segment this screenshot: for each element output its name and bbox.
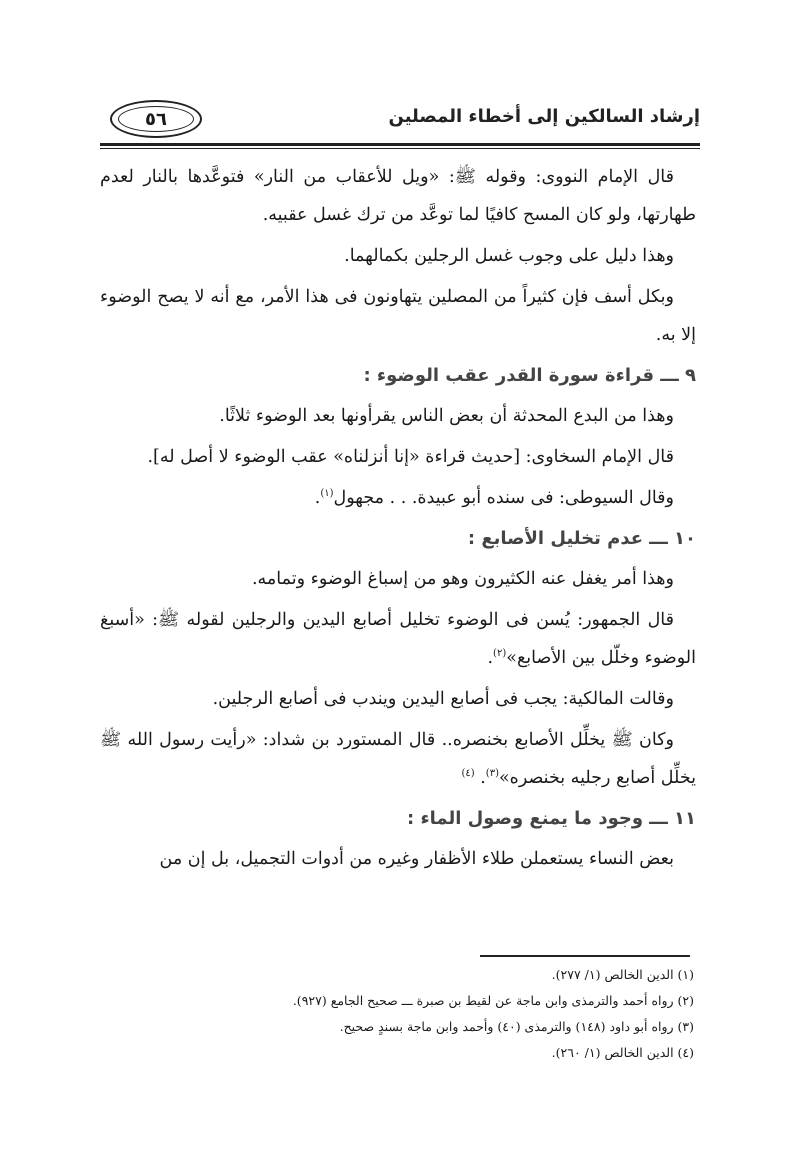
footnote: (٣) رواه أبو داود (١٤٨) والترمذى (٤٠) وأحمد وابن ماجة بسندٍ صحيح. [339, 1019, 694, 1034]
paragraph [100, 438, 696, 476]
paragraph-text: بعض النساء يستعملن طلاء الأظفار وغيره من أدوات التجميل، بل إن من [159, 849, 674, 869]
paragraph [100, 278, 696, 354]
footnote: (٢) رواه أحمد والترمذى وابن ماجة عن لقيط بن صبرة ـــ صحيح الجامع (٩٢٧). [292, 993, 694, 1008]
paragraph [100, 237, 696, 275]
footnote-marker[interactable]: (٣) [485, 768, 499, 780]
paragraph-text: قال الجمهور: يُسن فى الوضوء تخليل أصابع اليدين والرجلين لقوله ﷺ: «أسبغ الوضوء وخلّل بين الأصابع» [100, 610, 696, 668]
paragraph [100, 601, 696, 677]
paragraph [100, 158, 696, 234]
book-title: إرشاد السالكين إلى أخطاء المصلين [388, 106, 700, 127]
paragraph [100, 479, 696, 517]
page-number-badge [110, 100, 202, 138]
footnote: (٤) الدين الخالص (١/ ٢٦٠). [551, 1045, 694, 1060]
header-rule [100, 143, 700, 146]
footnote-marker[interactable]: (٤) [461, 768, 475, 780]
paragraph-text: وبكل أسف فإن كثيراً من المصلين يتهاونون فى هذا الأمر، مع أنه لا يصح الوضوء إلا به. [100, 287, 696, 345]
footnotes [100, 962, 696, 1066]
page-number: ٥٦ [145, 108, 167, 130]
paragraph-text: قال الإمام النووى: وقوله ﷺ: «ويل للأعقاب من النار» فتوعَّدها بالنار لعدم طهارتها، ولو كان المسح كافيًا لما توعَّد من ترك غسل عقبيه. [100, 167, 696, 225]
footnote-separator [480, 955, 690, 957]
paragraph-text: وهذا أمر يغفل عنه الكثيرون وهو من إسباغ الوضوء وتمامه. [251, 569, 674, 589]
paragraph [100, 397, 696, 435]
footnote: (١) الدين الخالص (١/ ٢٧٧). [551, 967, 694, 982]
page-header [100, 100, 700, 142]
paragraph-text: وقالت المالكية: يجب فى أصابع اليدين ويندب فى أصابع الرجلين. [212, 689, 674, 709]
section-heading: ١٠ ـــ عدم تخليل الأصابع : [467, 528, 696, 549]
paragraph [100, 721, 696, 797]
paragraph-text: وهذا دليل على وجوب غسل الرجلين بكمالهما. [344, 246, 674, 266]
paragraph-text: وكان ﷺ يخلِّل الأصابع بخنصره.. قال المستورد بن شداد: «رأيت رسول الله ﷺ يخلِّل أصابع رجليه بخنصره» [100, 730, 696, 788]
footnote-marker[interactable]: (١) [320, 488, 334, 500]
paragraph-text: وقال السيوطى: فى سنده أبو عبيدة. . . مجهول [333, 488, 674, 508]
paragraph-text: وهذا من البدع المحدثة أن بعض الناس يقرأونها بعد الوضوء ثلاثًا. [219, 406, 674, 426]
paragraph [100, 680, 696, 718]
paragraph-text: قال الإمام السخاوى: [حديث قراءة «إنا أنزلناه» عقب الوضوء لا أصل له]. [147, 447, 674, 467]
main-text [100, 158, 696, 881]
section-heading: ٩ ـــ قراءة سورة القدر عقب الوضوء : [363, 365, 696, 386]
footnote-marker[interactable]: (٢) [493, 648, 507, 660]
paragraph-tail: . [487, 648, 494, 668]
section-heading: ١١ ـــ وجود ما يمنع وصول الماء : [406, 808, 696, 829]
paragraph-tail: . [314, 488, 321, 508]
paragraph [100, 560, 696, 598]
paragraph [100, 840, 696, 878]
paragraph-tail: . [474, 768, 486, 788]
